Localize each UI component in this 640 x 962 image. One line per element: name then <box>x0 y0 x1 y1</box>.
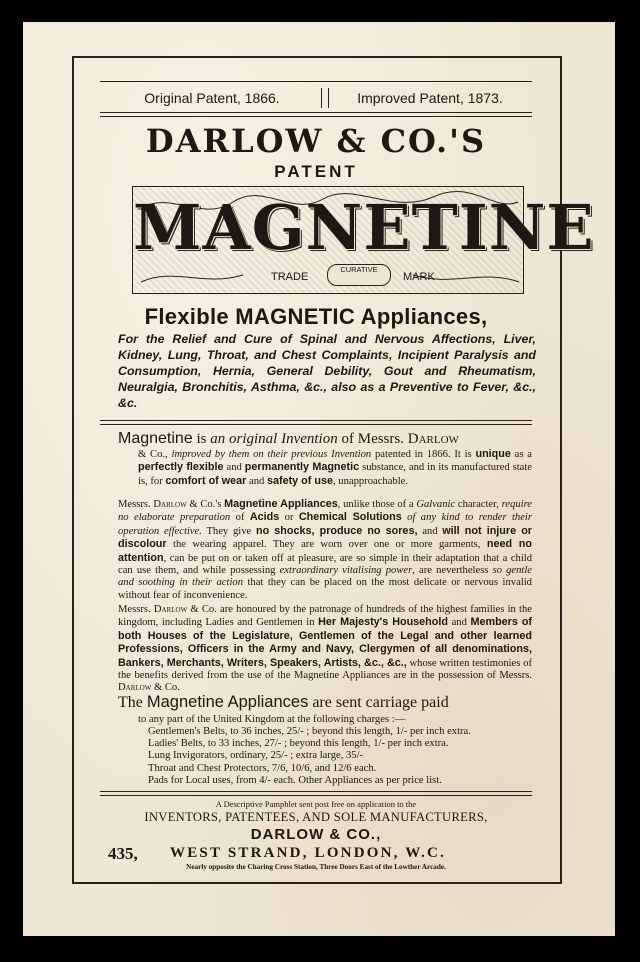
carriage-the: The <box>118 694 147 711</box>
section-rule-1 <box>100 420 532 421</box>
p2-m: , are nevertheless <box>412 565 493 577</box>
p2-h: They give <box>201 525 256 537</box>
p1-lead: Magnetine <box>118 430 193 447</box>
price-item: Throat and Chest Protectors, 7/6, 10/6, and 12/6 each. <box>148 762 377 774</box>
p3-bold1: Her Majesty's Household <box>318 616 448 629</box>
paragraph-patronage <box>118 604 532 695</box>
p1-rest-d: and <box>223 462 245 474</box>
p3-a: Messrs. <box>118 604 154 615</box>
footer-number: 435, <box>108 844 138 863</box>
p2-bold1: Magnetine Appliances <box>224 498 338 510</box>
header-rule-bottom <box>100 112 532 113</box>
p2-k: the wearing apparel. They are worn over one or more garments, <box>166 539 487 551</box>
price-item: Lung Invigorators, ordinary, 25/- ; extra large, 35/- <box>148 750 364 762</box>
subtitle: Flexible MAGNETIC Appliances, <box>144 304 488 329</box>
p2-bold4: no shocks, produce no sores, <box>256 524 418 537</box>
p1-is: is <box>192 431 211 447</box>
header-original-patent: Original Patent, 1866. <box>144 90 280 106</box>
footer-inventors: INVENTORS, PATENTEES, AND SOLE MANUFACTURERS, <box>144 810 488 824</box>
p1-bold5: safety of use <box>266 474 333 487</box>
p1-bold2: perfectly flexible <box>138 461 224 474</box>
p2-i5: so gentle and soothing in their action <box>118 565 533 589</box>
tagline: For the Relief and Cure of Spinal and Nervous Affections, Liver, Kidney, Lung, Throat, and Chest Complaints, Incipient Paralysis and Consumption, Hernia, General Debility, Gout and Rheumatism, Neuralgia, Bronchitis, Asthma, &c., also as a Preventive to Fever, &c., &c. <box>118 332 536 410</box>
p1-rest-e: substance, and in its manufactured state is, for <box>138 462 533 487</box>
footer-pamphlet: A Descriptive Pamphlet sent post free on application to the <box>215 799 417 809</box>
footer-company: DARLOW & CO., <box>250 826 382 843</box>
p1-bold3: permanently Magnetic <box>244 461 360 474</box>
carriage-bold: Magnetine Appliances <box>146 693 309 711</box>
p1-rest-a-italic: improved by them on their previous Invention <box>171 449 372 460</box>
p3-c: and <box>447 617 471 629</box>
p1-rest-c: as a <box>510 449 532 460</box>
p2-i3: of any kind to render their operation effective. <box>118 512 532 537</box>
p3-e: & Co. <box>151 682 180 694</box>
header-rule-top <box>100 81 532 82</box>
p2-a: Messrs. <box>118 499 154 510</box>
price-item: Gentlemen's Belts, to 36 inches, 25/- ; beyond this length, 1/- per inch extra. <box>148 726 471 737</box>
header-rule-bottom-2 <box>100 116 532 117</box>
p2-d: character, <box>455 499 502 510</box>
p1-rest-g: , unapproachable. <box>332 475 408 487</box>
mark-label: MARK <box>403 271 435 283</box>
p2-i2: require no elaborate preparation <box>118 499 533 524</box>
brand-wordmark: MAGNETINE <box>133 191 595 264</box>
trade-label: TRADE <box>271 271 309 283</box>
p2-i4: extraordinary vitalising power <box>279 565 413 577</box>
footer-address: WEST STRAND, LONDON, W.C. <box>170 845 447 861</box>
paragraph-invention <box>118 430 532 488</box>
p2-l: , can be put on or taken off at pleasure, are so simple in their adaptation that a child can use them, and while possessing <box>118 552 532 577</box>
p1-name: Darlow <box>407 431 459 447</box>
p2-name: Darlow <box>153 499 187 510</box>
p2-bold5: will not injure or discolour <box>118 524 532 551</box>
p2-bold6: need no attention <box>118 538 532 564</box>
p1-bold4: comfort of wear <box>165 474 247 487</box>
carriage-heading <box>118 692 538 713</box>
curative-seal-text: CURATIVE <box>340 265 378 274</box>
p2-i1: Galvanic <box>416 499 456 510</box>
p1-rest-f: and <box>246 475 267 487</box>
company-title: DARLOW & CO.'S <box>145 122 487 160</box>
price-list <box>148 726 528 787</box>
p2-e: of <box>230 512 250 524</box>
p2-b: & Co.'s <box>186 499 225 510</box>
carriage-rest: are sent carriage paid <box>308 694 449 711</box>
p1-rest-b: patented in 1866. It is <box>371 449 476 460</box>
patent-label: PATENT <box>274 162 358 181</box>
header-divider <box>321 88 329 108</box>
footer-rule-1 <box>100 791 532 792</box>
p3-bold2: Members of both Houses of the Legislature, Gentlemen of the Legal and other learned Professions, Officers in the Army and Navy, Clergymen of all denominations, Bankers, Merchants, Writers, Speakers, Artists, &c., &c., <box>118 616 533 669</box>
paragraph-appliances <box>118 498 532 602</box>
p2-n: that they can be placed on the most delicate or nervous invalid without fear of inconvenience. <box>118 577 532 601</box>
p2-bold3: Chemical Solutions <box>298 511 402 524</box>
price-item: Ladies' Belts, to 33 inches, 27/- ; beyond this length, 1/- per inch extra. <box>148 738 449 750</box>
p2-f: or <box>279 512 299 524</box>
p3-b: & Co. are honoured by the patronage of hundreds of the highest families in the kingdom, including Ladies and Gentlemen in <box>118 604 532 629</box>
magnetine-logo <box>132 186 595 294</box>
p2-c: , unlike those of a <box>337 499 417 510</box>
p3-name2: Darlow <box>118 682 152 694</box>
curative-seal <box>327 264 391 286</box>
p1-bold1: unique <box>475 448 511 460</box>
p2-j: and <box>417 525 443 537</box>
carriage-line2: to any part of the United Kingdom at the following charges :— <box>138 714 406 725</box>
p1-italic: an original Invention <box>210 431 338 447</box>
p3-name: Darlow <box>153 604 188 615</box>
p1-of: of Messrs. <box>337 431 408 447</box>
p3-d: whose written testimonies of the benefits derived from the use of the Magnetine Appliances are in the possession of Messrs. <box>118 657 532 682</box>
p1-rest-a: & Co., <box>138 449 172 460</box>
p2-bold2: Acids <box>249 511 280 524</box>
header-improved-patent: Improved Patent, 1873. <box>357 90 503 106</box>
price-item: Pads for Local uses, from 4/- each. Other Appliances as per price list. <box>148 774 442 786</box>
section-rule-2 <box>100 424 532 425</box>
footer-directions: Nearly opposite the Charing Cross Station, Three Doors East of the Lowther Arcade. <box>186 863 446 871</box>
footer-rule-2 <box>100 795 532 796</box>
